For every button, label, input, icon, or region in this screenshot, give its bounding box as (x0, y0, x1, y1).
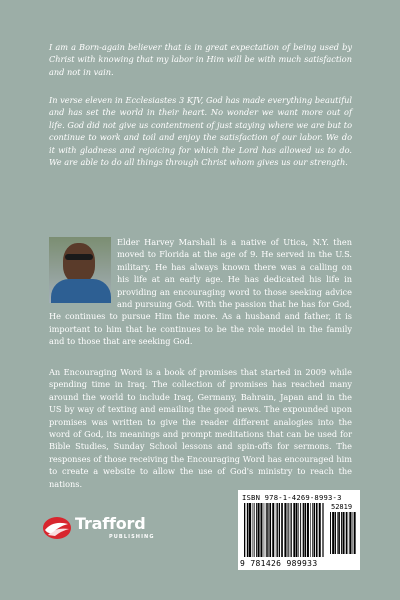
book-description: An Encouraging Word is a book of promises that started in 2009 while spending time in Iraq. The collection of promises has reached many around the world to include Iraq, Germany, Bahrain, Japan and in the US by way of texting and emailing the good news. The expounded upon promises was written to give the reader different analogies into the word of God, its meanings and prompt meditations that can be used for Bible Studies, Sunday School lessons and spin-offs for sermons. The responses of those receiving the Encouraging Word has encouraged him to create a website to allow the use of God's ministry to reach the nations. (49, 367, 352, 489)
barcode-digits: 9 781426 989933 (240, 559, 318, 568)
intro-paragraph-2: In verse eleven in Ecclesiastes 3 KJV, God has made everything beautiful and has set the world in their heart. No wonder we want more out of life. God did not give us contentment of just staying where we are but to continue to work and toil and enjoy the satisfaction of our labor. We do it with gladness and rejoicing for which the Lord has allowed us to do. We are able to do all things through Christ whom gives us our strength. (49, 95, 352, 168)
author-bio: Elder Harvey Marshall is a native of Utica, N.Y. then moved to Florida at the age of 9. He served in the U.S. military. He has always known there was a calling on his life at an early age. He has dedicated his life in providing an encouraging word to those seeking advice and pursuing God. With the passion that he has for God, He continues to pursue Him the more. As a husband and father, it is important to him that he continues to be the role model in the family and to those that are seeking God. (49, 237, 352, 347)
author-photo (49, 237, 111, 303)
intro-paragraph-1: I am a Born-again believer that is in great expectation of being used by Christ with knowing that my labor in Him will be with much satisfaction and not in vain. (49, 42, 352, 77)
author-bio-section (49, 236, 352, 348)
addon-barcode-bars (330, 512, 356, 554)
isbn-barcode (238, 490, 360, 570)
price-code: 52819 (331, 503, 353, 511)
publisher-logo (41, 512, 183, 544)
publisher-name: Trafford (75, 514, 146, 533)
main-barcode-bars (244, 503, 324, 557)
isbn-label: ISBN 978-1-4269-8993-3 (242, 493, 342, 502)
trafford-logo-icon (41, 512, 75, 544)
publisher-subtitle: PUBLISHING (109, 534, 155, 540)
